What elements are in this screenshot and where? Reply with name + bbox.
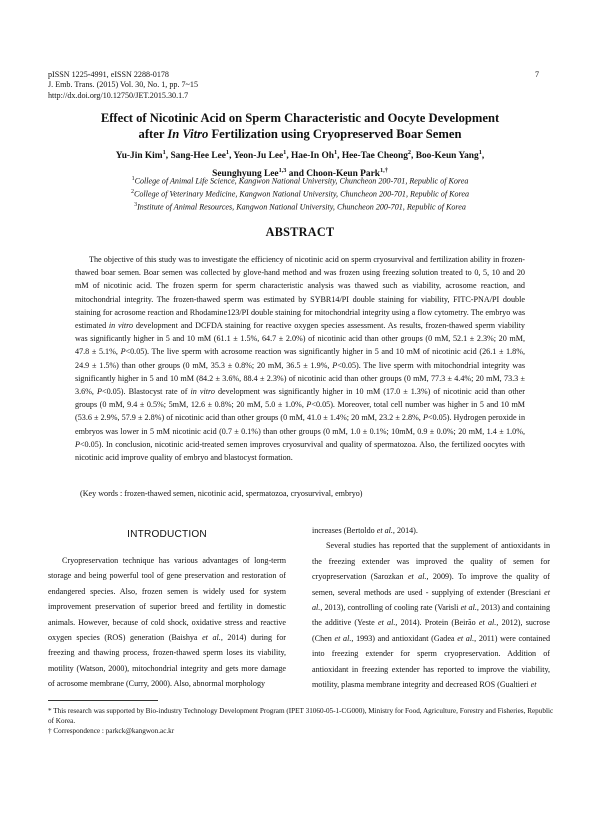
abstract-body: The objective of this study was to investigate the efficiency of nicotinic acid on sperm cryosurvival and fertilization ability in frozen-thawed boar semen. Boar semen was collected by glove-hand method and was frozen using freezing solution treated to 0, 5, 10 and 20 mM of nicotinic acid. The frozen sperm for sperm characteristic analysis was thawed such as viability, acrosome reaction, and mitochondrial integrity. The frozen-thawed sperm was estimated by SYBR14/PI double staining for viability, FITC-PNA/PI double staining for acrosome reaction and Rhodamine123/PI double staining for mitochondrial integrity using a flow cytometry. The embryo was estimated in vitro development and DCFDA staining for reactive oxygen species assessment. As results, frozen-thawed sperm viability was significantly higher in 5 and 10 mM (61.1 ± 1.5%, 64.7 ± 2.0%) of nicotinic acid than other groups (0 mM, 52.1 ± 2.3%; 20 mM, 47.8 ± 5.1%, P<0.05). The live sperm with acrosome reaction was significantly higher in 5 and 10 mM of nicotinic acid (26.1 ± 1.8%, 24.9 ± 1.5%) than other groups (0 mM, 35.3 ± 0.8%; 20 mM, 36.5 ± 1.9%, P<0.05). The live sperm with mitochondrial integrity was significantly higher in 5 and 10 mM (84.2 ± 3.6%, 88.4 ± 2.3%) of nicotinic acid than other groups (0 mM, 77.3 ± 4.4%; 20 mM, 73.3 ± 3.6%, P<0.05). Blastocyst rate of in vitro development was significantly higher in 10 mM (17.0 ± 1.3%) of nicotinic acid than other groups (0 mM, 9.4 ± 0.5%; 5mM, 12.6 ± 0.8%; 20 mM, 5.0 ± 1.0%, P<0.05). Moreover, total cell number was higher in 5 and 10 mM (53.6 ± 2.9%, 57.9 ± 2.8%) of nicotinic acid than other groups (0 mM, 41.0 ± 1.4%; 20 mM, 23.2 ± 2.8%, P<0.05). Hydrogen peroxide in embryos was lower in 5 mM nicotinic acid (0.7 ± 0.1%) than other groups (0 mM, 1.0 ± 0.1%; 10mM, 0.9 ± 0.0%; 20 mM, 1.4 ± 1.0%, P<0.05). In conclusion, nicotinic acid-treated semen improves cryosurvival and quality of spermatozoa. Also, the fertilized oocytes with nicotinic acid improve quality of embryo and blastocyst formation. bbox=[75, 255, 526, 463]
introduction-heading: INTRODUCTION bbox=[127, 529, 207, 540]
intro-right-paragraph: Several studies has reported that the supplement of antioxidants in the freezing extender was improved the quality of semen for cryopreservation (Sarozkan et al., 2009). To improve the quality of semen, several methods are used - supplying of extender (Bresciani et al., 2013), controlling of cooling rate (Varisli et al., 2013) and containing the additive (Yeste et al., 2014). Protein (Beirão et al., 2012), sucrose (Chen et al., 1993) and antioxidant (Gadea et al., 2011) were contained into freezing extender for sperm cryopreservation. Addition of antioxidant in freezing extender has reported to improve the viability, motility, plasma membrane integrity and decreased ROS (Gualtieri et bbox=[312, 541, 551, 690]
page-number: 7 bbox=[534, 70, 539, 79]
funding-footnote: * This research was supported by Bio-industry Technology Development Program (IPET 31060-05-1-CG000), Ministry for Food, Agriculture, Forestry and Fisheries, Republic of Korea. bbox=[48, 707, 554, 725]
author-line-2: Seunghyung Lee$^{1,3}$ and Choon-Keun Park$^{1,\dagger}$ bbox=[212, 166, 388, 179]
affiliation-2: $^2$College of Veterinary Medicine, Kangwon National University, Chuncheon 200-701, Republic of Korea bbox=[130, 189, 470, 199]
keywords: (Key words : frozen-thawed semen, nicotinic acid, spermatozoa, cryosurvival, embryo) bbox=[80, 489, 363, 498]
title-line-2: after In Vitro Fertilization using Cryopreserved Boar Semen bbox=[138, 127, 462, 141]
affiliation-1: $^1$College of Animal Life Science, Kangwon National University, Chuncheon 200-701, Republic of Korea bbox=[131, 176, 469, 186]
journal-citation: J. Emb. Trans. (2015) Vol. 30, No. 1, pp. 7~15 bbox=[48, 80, 199, 90]
intro-left-column: Cryopreservation technique has various advantages of long-term storage and being powerful tool of gene preservation and restoration of endangered species. Also, frozen semen is widely used for system improvement preservation of superior breed and fertility in domestic animals. However, because of cold shock, oxidative stress and reactive oxygen species (ROS) generation (Baishya et al., 2014) during for freezing and thawing process, frozen-thawed sperm loses its viability, motility (Watson, 2000), mitochondrial integrity and gets more damage of acrosome membrane (Curry, 2000). Also, abnormal morphology bbox=[48, 556, 286, 689]
footnotes bbox=[48, 706, 558, 736]
title-line-1: Effect of Nicotinic Acid on Sperm Characteristic and Oocyte Development bbox=[100, 111, 500, 125]
journal-header bbox=[48, 70, 198, 101]
abstract-heading: ABSTRACT bbox=[265, 225, 335, 239]
affiliations bbox=[40, 174, 560, 214]
doi-link[interactable]: http://dx.doi.org/10.12750/JET.2015.30.1.7 bbox=[48, 90, 189, 100]
issn: pISSN 1225-4991, eISSN 2288-0178 bbox=[48, 70, 169, 79]
intro-right-continuation: increases (Bertoldo et al., 2014). bbox=[312, 526, 418, 535]
footnote-divider bbox=[48, 700, 158, 701]
correspondence-footnote: † Correspondence : parkck@kangwon.ac.kr bbox=[48, 727, 175, 735]
affiliation-3: $^3$Institute of Animal Resources, Kangwon National University, Chuncheon 200-701, Republic of Korea bbox=[134, 202, 466, 213]
intro-right-column bbox=[312, 523, 550, 692]
paper-title bbox=[40, 110, 560, 142]
author-line-1: Yu-Jin Kim$^1$, Sang-Hee Lee$^1$, Yeon-Ju Lee$^1$, Hae-In Oh$^1$, Hee-Tae Cheong$^2$, Boo-Keun Yang$^1$, bbox=[115, 149, 485, 162]
